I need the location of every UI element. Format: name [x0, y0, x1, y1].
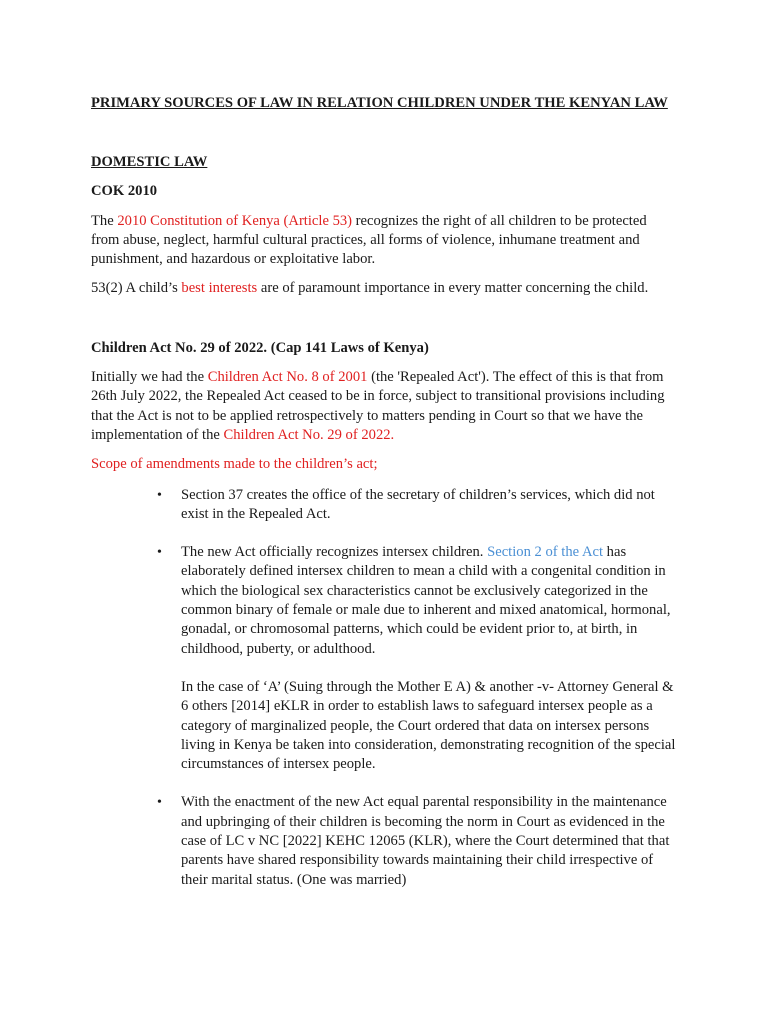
- cok-text-post: recognizes the right of all children to be protected from abuse, neglect, harmful cultural practices, all forms of violence, inhumane treatment and punishment, and hazardous or exploitative labor.: [91, 212, 647, 268]
- children-act-2001-link[interactable]: Children Act No. 8 of 2001: [207, 369, 368, 386]
- intersex-case-paragraph: In the case of ‘A’ (Suing through the Mother E A) & another -v- Attorney General & 6 others [2014] eKLR in order to establish laws to safeguard intersex people as a category of marginalized people, the Court ordered that data on intersex persons living in Kenya be taken into consideration, demonstrating recognition of the special circumstances of intersex people.: [181, 678, 676, 773]
- cok-paragraph: [91, 212, 676, 270]
- initial-act-paragraph: [91, 368, 676, 445]
- amendments-list: [91, 486, 676, 890]
- children-act-heading: Children Act No. 29 of 2022. (Cap 141 Laws of Kenya): [91, 339, 429, 356]
- list-item: [91, 543, 676, 774]
- best-interests-link[interactable]: best interests: [181, 280, 258, 297]
- initial-text-pre: Initially we had the: [91, 369, 208, 386]
- cok-text-pre: The: [91, 212, 118, 229]
- document-page: [91, 94, 676, 890]
- bullet-text-intersex-pre: The new Act officially recognizes intersex children.: [181, 544, 488, 561]
- bullet-text-parental-responsibility: With the enactment of the new Act equal parental responsibility in the maintenance and upbringing of their children is becoming the norm in Court as evidenced in the case of LC v NC [2022] KEHC 12065 (KLR), where the Court determined that that parents have shared responsibility towards maintaining their child irrespective of their marital status. (One was married): [181, 794, 670, 888]
- bullet-icon: •: [157, 487, 162, 503]
- scope-heading: Scope of amendments made to the children’s act;: [91, 456, 378, 473]
- list-item: [91, 793, 676, 889]
- cok-heading: COK 2010: [91, 183, 158, 200]
- bullet-text-intersex-post: has elaborately defined intersex children to mean a child with a congenital condition in which the biological sex characteristics cannot be exclusively categorized in the common binary of female or male due to inherent and mixed anatomical, hormonal, gonadal, or chromosomal patterns, which could be evident prior to, at birth, in childhood, puberty, or adulthood.: [181, 544, 671, 657]
- list-item: [91, 486, 676, 525]
- bullet-icon: •: [157, 795, 162, 811]
- constitution-reference-link[interactable]: 2010 Constitution of Kenya (Article 53): [117, 212, 353, 229]
- document-title: PRIMARY SOURCES OF LAW IN RELATION CHILDREN UNDER THE KENYAN LAW: [91, 95, 668, 111]
- children-act-2022-link[interactable]: Children Act No. 29 of 2022.: [223, 426, 395, 443]
- list-spacer: [91, 524, 676, 543]
- art53-text-pre: 53(2) A child’s: [91, 280, 182, 297]
- art53-text-post: are of paramount importance in every matter concerning the child.: [257, 280, 649, 297]
- bullet-icon: •: [157, 545, 162, 561]
- domestic-law-heading: DOMESTIC LAW: [91, 154, 208, 170]
- section-2-link[interactable]: Section 2 of the Act: [487, 544, 604, 561]
- initial-text-mid: (the 'Repealed Act'). The effect of this is that from 26th July 2022, the Repealed Act ceased to be in force, subject to transitional provisions including that the Act is not to be applied retrospectively to matters pending in Court so that we have the implementation of the: [91, 369, 665, 443]
- list-spacer: [91, 774, 676, 793]
- article-53-paragraph: [91, 279, 676, 298]
- bullet-text-section-37: Section 37 creates the office of the secretary of children’s services, which did not exist in the Repealed Act.: [181, 486, 655, 522]
